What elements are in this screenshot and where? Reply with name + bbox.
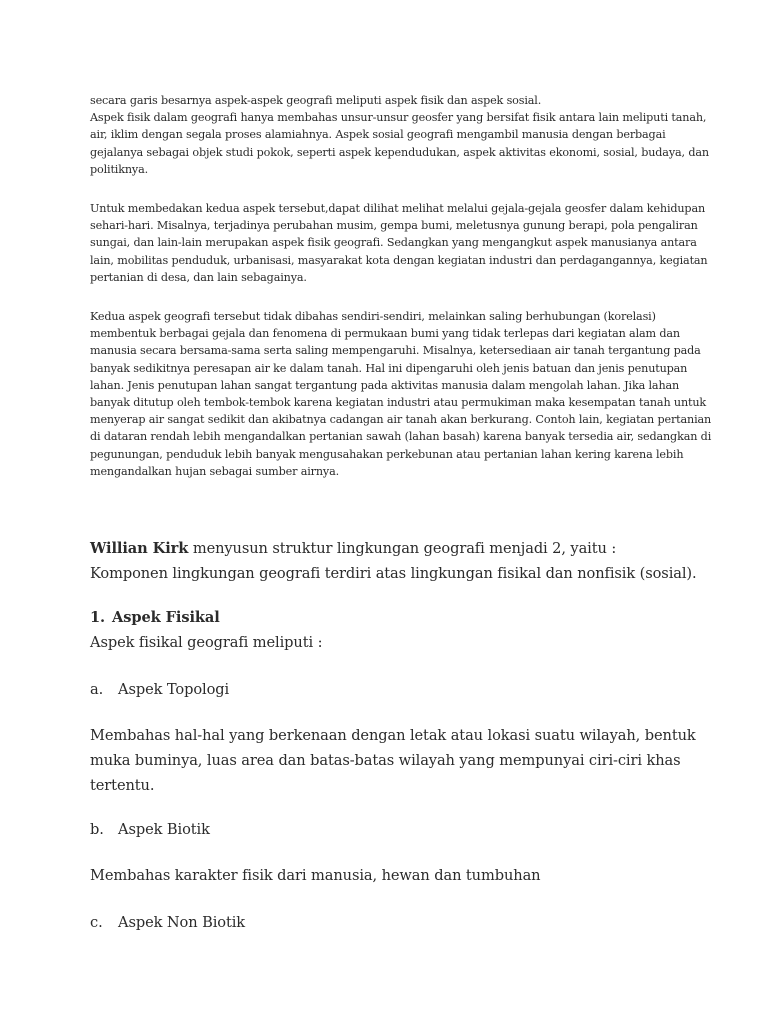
text-line: pertanian di desa, dan lain sebagainya. <box>90 270 307 284</box>
kirk-line-1-text: menyusun struktur lingkungan geografi menjadi 2, yaitu : <box>188 540 617 557</box>
item-aspek-non-biotik <box>90 910 245 935</box>
description-line: Membahas hal-hal yang berkenaan dengan letak atau lokasi suatu wilayah, bentuk <box>90 727 696 744</box>
text-line: mengandalkan hujan sebagai sumber airnya. <box>90 464 339 478</box>
item-label: c. <box>90 914 103 931</box>
text-line: membentuk berbagai gejala dan fenomena di permukaan bumi yang tidak terlepas dari kegiatan alam dan <box>90 327 680 341</box>
kirk-statement <box>90 536 697 586</box>
description-line: muka buminya, luas area dan batas-batas wilayah yang mempunyai ciri-ciri khas <box>90 752 681 769</box>
item-label: a. <box>90 681 104 698</box>
text-line: air, iklim dengan segala proses alamiahnya. Aspek sosial geografi mengambil manusia dengan berbagai <box>90 128 666 142</box>
section-aspek-fisikal <box>90 605 322 655</box>
text-line: politiknya. <box>90 162 149 176</box>
intro-paragraph-2 <box>90 200 708 286</box>
description-line: tertentu. <box>90 777 155 794</box>
text-line: Untuk membedakan kedua aspek tersebut,dapat dilihat melihat melalui gejala-gejala geosfer dalam kehidupan <box>90 202 706 215</box>
item-title: Aspek Topologi <box>118 681 230 698</box>
text-line: gejalanya sebagai objek studi pokok, seperti aspek kependudukan, aspek aktivitas ekonomi, sosial, budaya, dan <box>90 145 709 159</box>
kirk-line-1 <box>90 536 697 561</box>
text-line: menyerap air sangat sedikit dan akibatnya cadangan air tanah akan berkurang. Contoh lain, kegiatan pertanian <box>90 413 712 427</box>
intro-paragraph-1 <box>90 92 709 178</box>
text-line: pegunungan, penduduk lebih banyak mengusahakan perkebunan atau pertanian lahan kering karena lebih <box>90 447 684 461</box>
text-line: banyak ditutup oleh tembok-tembok karena kegiatan industri atau permukiman maka kesempatan tanah untuk <box>90 396 707 410</box>
text-line: Kedua aspek geografi tersebut tidak dibahas sendiri-sendiri, melainkan saling berhubungan (korelasi) <box>90 310 656 323</box>
item-aspek-topologi <box>90 677 229 702</box>
section-heading <box>90 605 322 630</box>
item-label: b. <box>90 821 104 838</box>
section-number: 1. <box>90 609 106 626</box>
intro-paragraph-3 <box>90 308 711 480</box>
text-line: secara garis besarnya aspek-aspek geografi meliputi aspek fisik dan aspek sosial. <box>90 94 542 107</box>
description-line: Membahas karakter fisik dari manusia, hewan dan tumbuhan <box>90 867 541 884</box>
item-title: Aspek Non Biotik <box>118 914 246 931</box>
item-description-topologi <box>90 723 696 798</box>
text-line: Aspek fisik dalam geografi hanya membahas unsur-unsur geosfer yang bersifat fisik antara lain meliputi tanah, <box>90 111 707 125</box>
text-line: banyak sedikitnya peresapan air ke dalam tanah. Hal ini dipengaruhi oleh jenis batuan dan jenis penutupan <box>90 361 688 375</box>
kirk-line-2: Komponen lingkungan geografi terdiri atas lingkungan fisikal dan nonfisik (sosial). <box>90 565 697 582</box>
section-subtitle: Aspek fisikal geografi meliputi : <box>90 634 323 651</box>
text-line: lain, mobilitas penduduk, urbanisasi, masyarakat kota dengan kegiatan industri dan perdagangannya, kegiatan <box>90 253 708 267</box>
text-line: sungai, dan lain-lain merupakan aspek fisik geografi. Sedangkan yang mengangkut aspek manusianya antara <box>90 236 697 250</box>
text-line: sehari-hari. Misalnya, terjadinya perubahan musim, gempa bumi, meletusnya gunung berapi, pola pengaliran <box>90 219 698 233</box>
text-line: di dataran rendah lebih mengandalkan pertanian sawah (lahan basah) karena banyak tersedia air, sedangkan di <box>90 430 712 444</box>
item-aspek-biotik <box>90 817 210 842</box>
text-line: manusia secara bersama-sama serta saling mempengaruhi. Misalnya, ketersediaan air tanah tergantung pada <box>90 344 701 358</box>
item-description-biotik <box>90 863 540 888</box>
author-name: Willian Kirk <box>90 540 189 557</box>
text-line: lahan. Jenis penutupan lahan sangat tergantung pada aktivitas manusia dalam mengolah lahan. Jika lahan <box>90 378 680 392</box>
item-title: Aspek Biotik <box>118 821 210 838</box>
section-title: Aspek Fisikal <box>112 609 220 626</box>
